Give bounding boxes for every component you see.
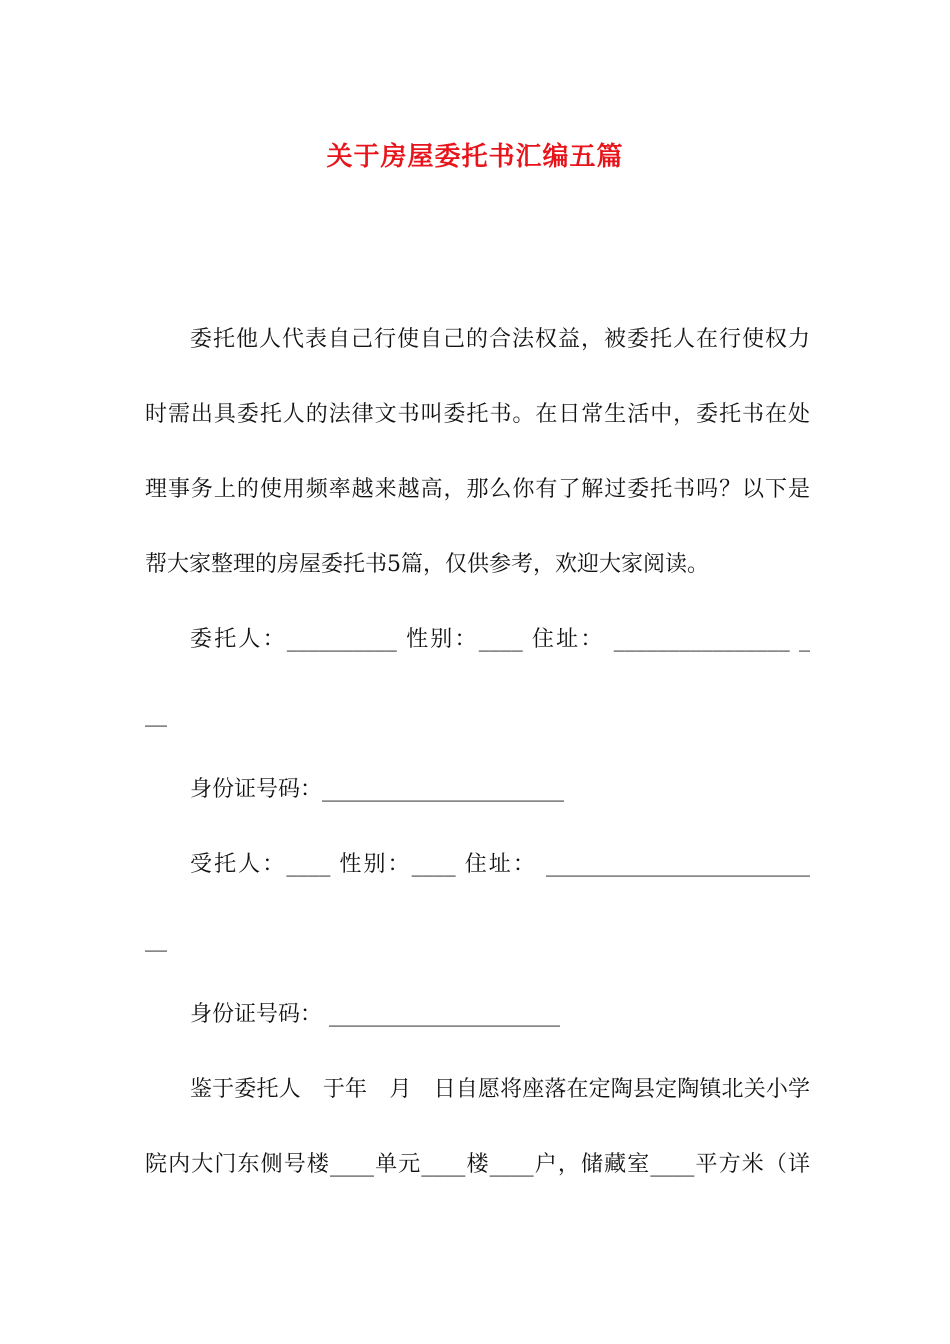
paragraph-line: 鉴于委托人 于年 月 日自愿将座落在定陶县定陶镇北关小学 xyxy=(190,1077,810,1102)
agent-fields-line: 受托人：____ 性别：____ 住址： ________________________ xyxy=(190,852,810,877)
agent-id-line: 身份证号码： _____________________ xyxy=(190,1002,560,1027)
paragraph-line: 时需出具委托人的法律文书叫委托书。在日常生活中，委托书在处 xyxy=(145,402,810,427)
principal-id-line: 身份证号码：______________________ xyxy=(190,777,565,802)
paragraph-line: 院内大门东侧号楼____单元____楼____户，储藏室____平方米（详 xyxy=(145,1152,810,1177)
principal-fields-continuation: __ xyxy=(145,702,167,727)
paragraph-line: 理事务上的使用频率越来越高，那么你有了解过委托书吗？以下是 xyxy=(145,477,810,502)
agent-fields-continuation: __ xyxy=(145,927,167,952)
document-title: 关于房屋委托书汇编五篇 xyxy=(326,142,624,172)
paragraph-line: 帮大家整理的房屋委托书5篇，仅供参考，欢迎大家阅读。 xyxy=(145,552,709,577)
paragraph-line: 委托他人代表自己行使自己的合法权益，被委托人在行使权力 xyxy=(190,327,810,352)
principal-fields-line: 委托人：__________ 性别：____ 住址： ________________ _ xyxy=(190,627,810,652)
